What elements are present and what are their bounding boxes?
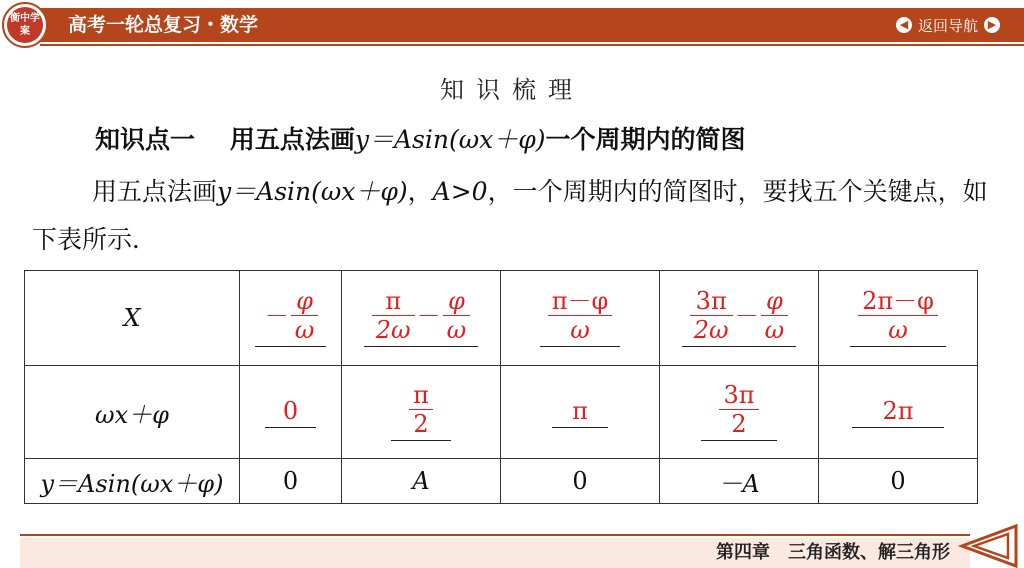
back-arrow-icon[interactable] <box>958 524 1018 568</box>
nav-group <box>896 8 1000 42</box>
x-answer-2: $\frac{\pi}{2\omega}$ － $\frac{\varphi}{\omega}$ <box>364 289 478 347</box>
x-cell-2 <box>342 271 501 366</box>
five-point-table <box>24 270 978 504</box>
y-cell-3: 0 <box>501 459 660 504</box>
logo <box>2 2 48 48</box>
y-cell-5: 0 <box>819 459 978 504</box>
phase-answer-1: 0 <box>265 399 316 428</box>
x-answer-4: $\frac{3\pi}{2\omega}$ － $\frac{\varphi}{\omega}$ <box>682 289 796 347</box>
point-text-pre: 用五点法画 <box>229 125 355 154</box>
x-answer-3: $\frac{\pi-\varphi}{\omega}$ <box>540 289 621 347</box>
x-cell-5 <box>819 271 978 366</box>
row-label-phase: ωx＋φ <box>25 366 240 459</box>
row-label-y: y＝Asin(ωx＋φ) <box>25 459 240 504</box>
section-title: 知识梳理 <box>440 76 584 104</box>
phase-answer-2: $\frac{\pi}{2}$ <box>391 383 451 441</box>
table-row-y <box>25 459 978 504</box>
x-answer-5: $\frac{2\pi-\varphi}{\omega}$ <box>850 289 946 347</box>
x-cell-4 <box>660 271 819 366</box>
para-post: ，一个周期内的简图时，要找五个关键点，如下表所示． <box>32 177 988 254</box>
phase-cell-5 <box>819 366 978 459</box>
intro-paragraph: 用五点法画y＝Asin(ωx＋φ)，A>0，一个周期内的简图时，要找五个关键点，如下表所示． <box>32 177 988 254</box>
header <box>0 0 1024 52</box>
y-cell-4: －A <box>660 459 819 504</box>
x-cell-3 <box>501 271 660 366</box>
phase-answer-5: 2π <box>852 399 943 428</box>
y-cell-1: 0 <box>240 459 342 504</box>
table-row-x <box>25 271 978 366</box>
point-text-post: 一个周期内的简图 <box>545 125 746 154</box>
footer-line <box>20 534 970 536</box>
point-label: 知识点一 <box>95 125 196 154</box>
y-cell-2: A <box>342 459 501 504</box>
logo-text: 衡中学案 <box>7 7 43 43</box>
phase-cell-3 <box>501 366 660 459</box>
point-formula: y＝Asin(ωx＋φ) <box>354 125 546 154</box>
table-row-phase <box>25 366 978 459</box>
para-cond: A>0 <box>432 177 488 206</box>
next-arrow-icon[interactable]: ▶ <box>984 17 1000 33</box>
footer <box>0 524 1024 568</box>
knowledge-point-title <box>95 120 745 156</box>
header-underline <box>40 44 1024 46</box>
phase-cell-2 <box>342 366 501 459</box>
prev-arrow-icon[interactable]: ◀ <box>896 17 912 33</box>
return-nav-link[interactable]: 返回导航 <box>917 16 978 35</box>
phase-cell-1 <box>240 366 342 459</box>
page-title: 高考一轮总复习・数学 <box>68 14 259 36</box>
phase-cell-4 <box>660 366 819 459</box>
x-answer-1: － $\frac{\varphi}{\omega}$ <box>255 289 327 347</box>
chapter-label: 第四章 三角函数、解三角形 <box>716 542 950 563</box>
phase-answer-3: π <box>552 399 608 428</box>
phase-answer-4: $\frac{3\pi}{2}$ <box>701 383 776 441</box>
row-label-x: X <box>25 271 240 366</box>
para-pre: 用五点法画 <box>92 177 218 206</box>
para-formula: y＝Asin(ωx＋φ) <box>217 177 408 206</box>
x-cell-1 <box>240 271 342 366</box>
